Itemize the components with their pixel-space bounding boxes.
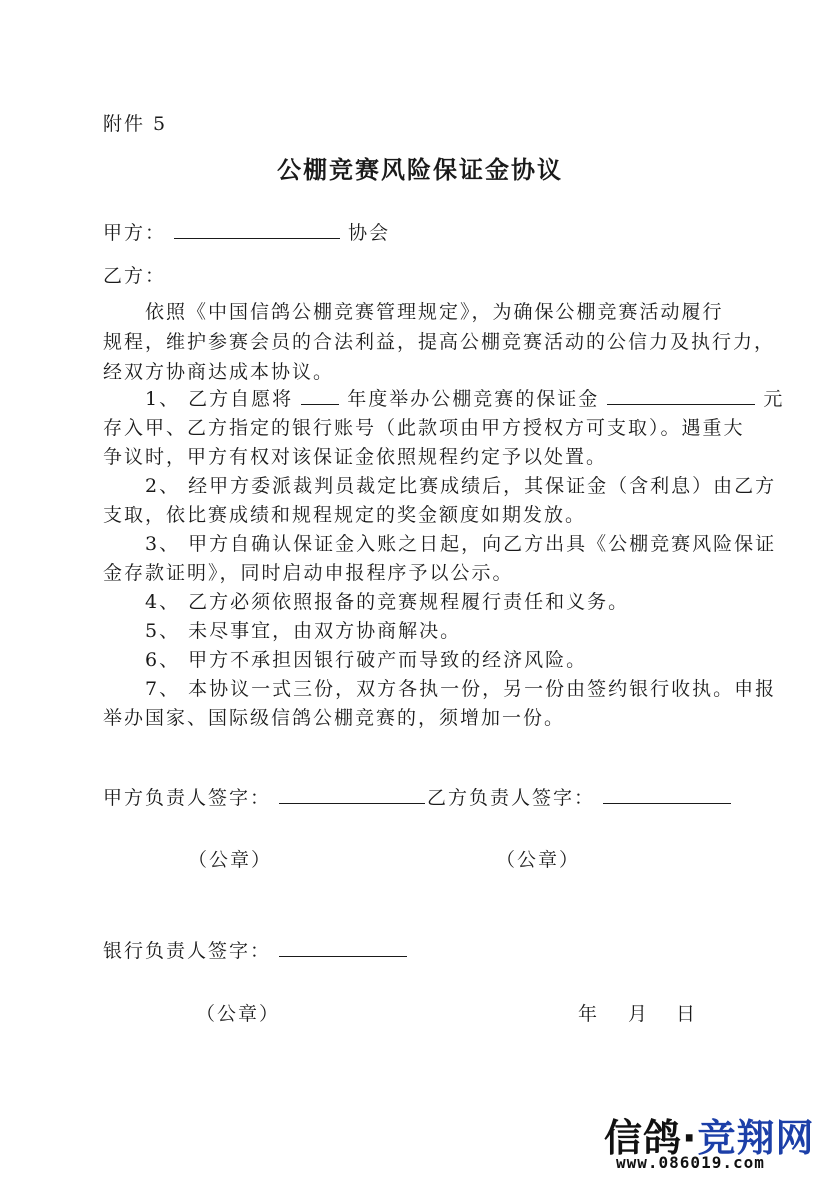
party-a-signature-blank <box>279 785 425 804</box>
site-watermark-logo <box>604 1101 834 1181</box>
clause-1-line-2: 存入甲、乙方指定的银行账号（此款项由甲方授权方可支取）。遇重大 <box>103 417 745 439</box>
bank-seal: （公章） <box>196 1003 281 1025</box>
date-month: 月 <box>628 1003 650 1025</box>
watermark-part-2: 竞翔网 <box>697 1116 815 1160</box>
clause-1-year-blank <box>301 386 339 405</box>
party-a-signature <box>103 785 425 810</box>
watermark-url: www.086019.com <box>616 1153 765 1172</box>
party-a-name-blank <box>174 220 340 239</box>
watermark-part-1: 信鸽· <box>604 1116 698 1160</box>
clause-2-line-1: 2、 经甲方委派裁判员裁定比赛成绩后，其保证金（含利息）由乙方 <box>145 475 777 497</box>
party-b-signature <box>427 785 731 810</box>
bank-signature <box>103 938 407 963</box>
clause-1-part-b: 年度举办公棚竞赛的保证金 <box>347 388 600 410</box>
date-year: 年 <box>578 1003 600 1025</box>
intro-line-3: 经双方协商达成本协议。 <box>103 361 335 383</box>
intro-line-1: 依照《中国信鸽公棚竞赛管理规定》，为确保公棚竞赛活动履行 <box>145 301 724 323</box>
party-a-line <box>103 220 390 245</box>
bank-signature-label: 银行负责人签字： <box>103 940 272 962</box>
party-a-seal: （公章） <box>188 849 273 871</box>
party-b-label: 乙方： <box>103 265 167 287</box>
clause-7-line-2: 举办国家、国际级信鸽公棚竞赛的，须增加一份。 <box>103 707 566 729</box>
clause-1-part-a: 1、 乙方自愿将 <box>145 388 294 410</box>
clause-1-line-1 <box>145 386 784 411</box>
clause-3-line-1: 3、 甲方自确认保证金入账之日起，向乙方出具《公棚竞赛风险保证 <box>145 533 777 555</box>
clause-4: 4、 乙方必须依照报备的竞赛规程履行责任和义务。 <box>145 591 630 613</box>
clause-5: 5、 未尽事宜，由双方协商解决。 <box>145 620 462 642</box>
party-a-suffix: 协会 <box>348 222 391 244</box>
document-title: 公棚竞赛风险保证金协议 <box>277 156 563 184</box>
party-b-signature-label: 乙方负责人签字： <box>427 787 596 809</box>
attachment-label: 附件 5 <box>103 113 168 135</box>
clause-3-line-2: 金存款证明》，同时启动申报程序予以公示。 <box>103 562 514 584</box>
party-a-signature-label: 甲方负责人签字： <box>103 787 272 809</box>
clause-7-line-1: 7、 本协议一式三份，双方各执一份，另一份由签约银行收执。申报 <box>145 678 777 700</box>
clause-1-line-3: 争议时，甲方有权对该保证金依照规程约定予以处置。 <box>103 446 608 468</box>
intro-line-2: 规程，维护参赛会员的合法利益，提高公棚竞赛活动的公信力及执行力， <box>103 331 776 353</box>
clause-1-amount-blank <box>607 386 755 405</box>
party-b-seal: （公章） <box>496 849 581 871</box>
clause-1-part-c: 元 <box>763 388 785 410</box>
clause-2-line-2: 支取，依比赛成绩和规程规定的奖金额度如期发放。 <box>103 504 587 526</box>
date-day: 日 <box>676 1003 698 1025</box>
bank-signature-blank <box>279 938 407 957</box>
clause-6: 6、 甲方不承担因银行破产而导致的经济风险。 <box>145 649 588 671</box>
party-a-label: 甲方： <box>103 222 167 244</box>
party-b-signature-blank <box>603 785 731 804</box>
